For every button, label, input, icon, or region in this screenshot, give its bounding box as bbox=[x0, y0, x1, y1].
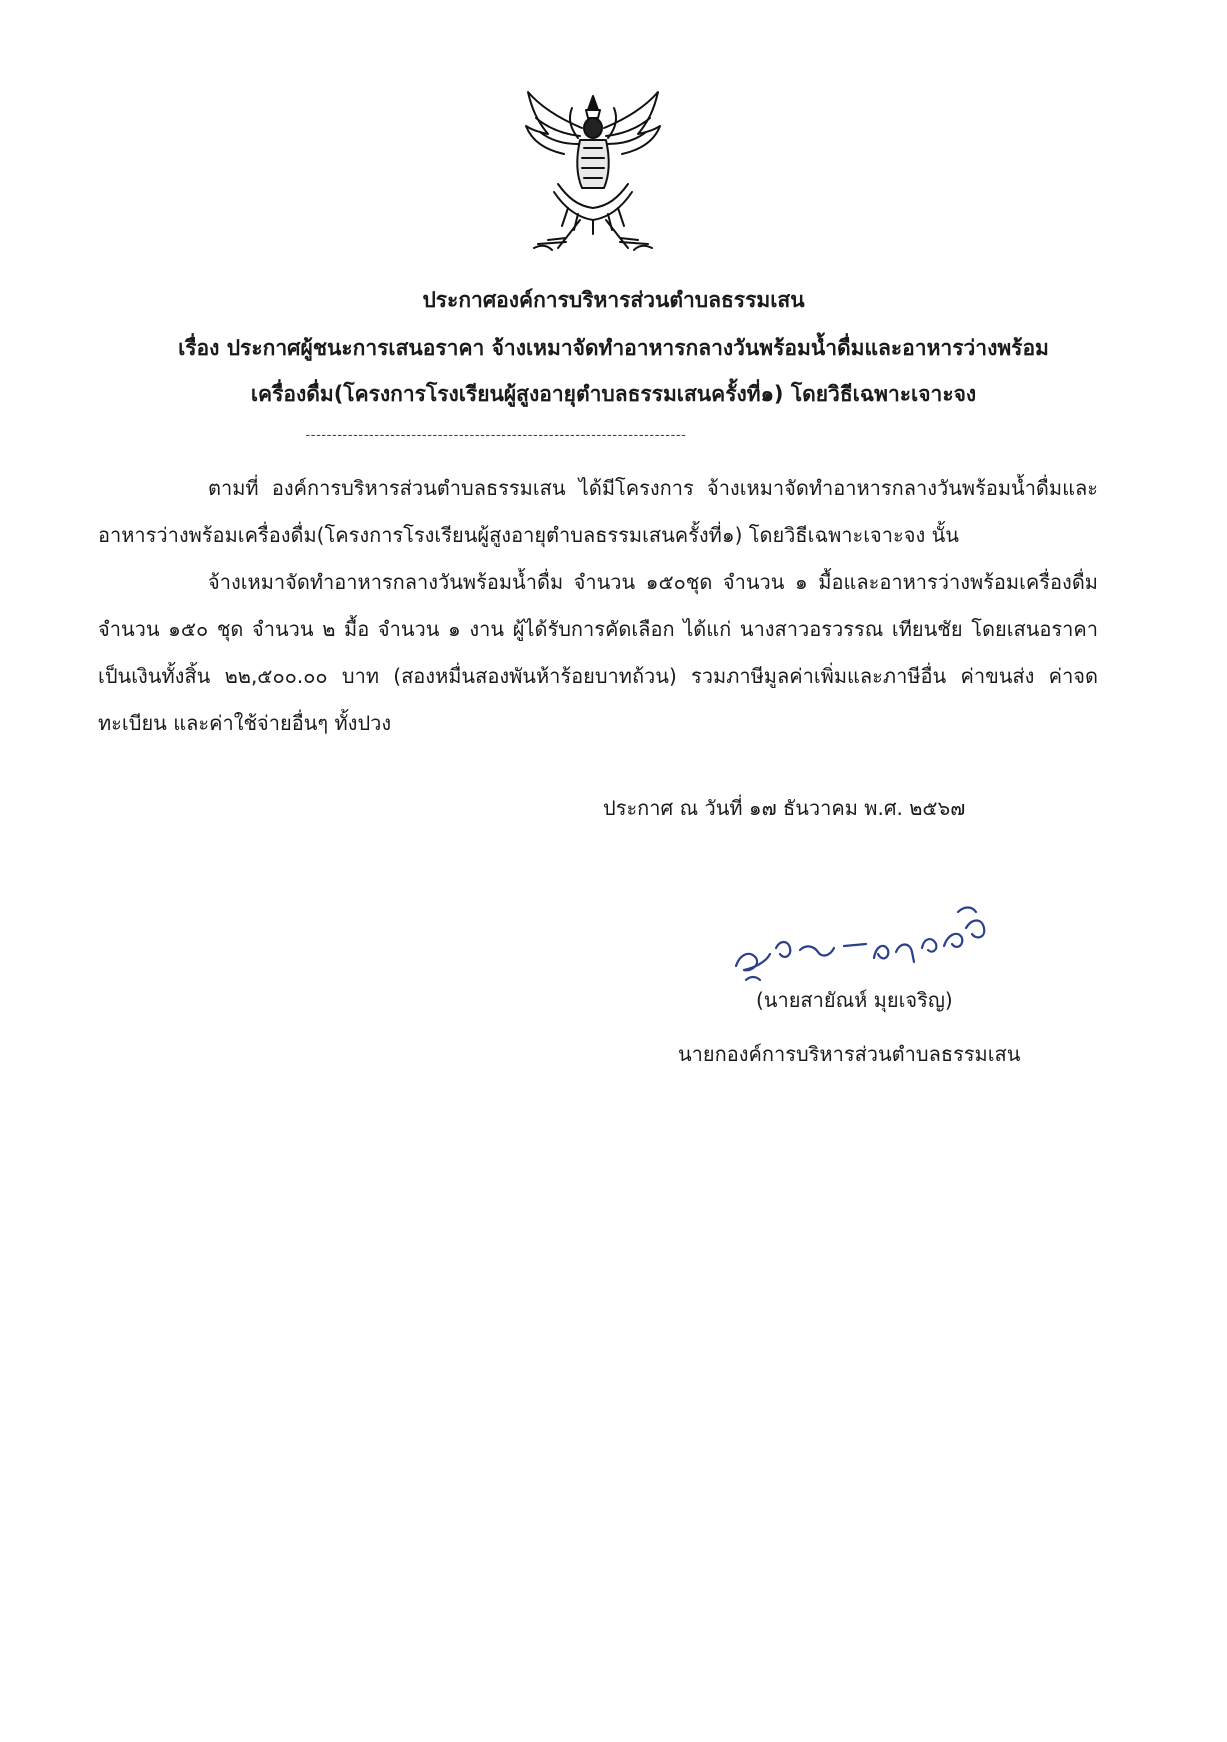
garuda-emblem-icon bbox=[518, 88, 668, 260]
announcement-title: ประกาศองค์การบริหารส่วนตำบลธรรมเสน bbox=[422, 288, 805, 312]
paragraph-2-line-1: จ้างเหมาจัดทำอาหารกลางวันพร้อมน้ำดื่ม จำนวน ๑๕๐ชุด จำนวน ๑ มื้อและอาหารว่างพร้อมเครื่องดื่ม bbox=[208, 570, 1098, 594]
paragraph-2-line-2: จำนวน ๑๕๐ ชุด จำนวน ๒ มื้อ จำนวน ๑ งาน ผู้ได้รับการคัดเลือก ได้แก่ นางสาวอรวรรณ เทียนชัย โดยเสนอราคา bbox=[98, 617, 1098, 641]
announcement-date: ประกาศ ณ วันที่ ๑๗ ธันวาคม พ.ศ. ๒๕๖๗ bbox=[603, 796, 966, 820]
subject-line-2: เครื่องดื่ม(โครงการโรงเรียนผู้สูงอายุตำบลธรรมเสนครั้งที่๑) โดยวิธีเฉพาะเจาะจง bbox=[250, 382, 977, 406]
paragraph-2-line-3: เป็นเงินทั้งสิ้น ๒๒,๕๐๐.๐๐ บาท (สองหมื่นสองพันห้าร้อยบาทถ้วน) รวมภาษีมูลค่าเพิ่มและภาษีอื่น ค่าขนส่ง ค่าจด bbox=[98, 664, 1098, 688]
paragraph-2-line-4: ทะเบียน และค่าใช้จ่ายอื่นๆ ทั้งปวง bbox=[98, 711, 392, 735]
handwritten-signature-icon bbox=[726, 888, 1004, 988]
paragraph-1-line-1: ตามที่ องค์การบริหารส่วนตำบลธรรมเสน ได้มีโครงการ จ้างเหมาจัดทำอาหารกลางวันพร้อมน้ำดื่มและ bbox=[208, 476, 1098, 500]
subject-line-1: เรื่อง ประกาศผู้ชนะการเสนอราคา จ้างเหมาจัดทำอาหารกลางวันพร้อมน้ำดื่มและอาหารว่างพร้อม bbox=[178, 336, 1049, 360]
paragraph-1-line-2: อาหารว่างพร้อมเครื่องดื่ม(โครงการโรงเรียนผู้สูงอายุตำบลธรรมเสนครั้งที่๑) โดยวิธีเฉพาะเจาะจง นั้น bbox=[98, 523, 959, 547]
dashed-divider: ------------------------------------------------------------------------ bbox=[305, 428, 687, 443]
signatory-position: นายกองค์การบริหารส่วนตำบลธรรมเสน bbox=[678, 1042, 1021, 1066]
signatory-name: (นายสายัณห์ มุยเจริญ) bbox=[756, 988, 953, 1012]
